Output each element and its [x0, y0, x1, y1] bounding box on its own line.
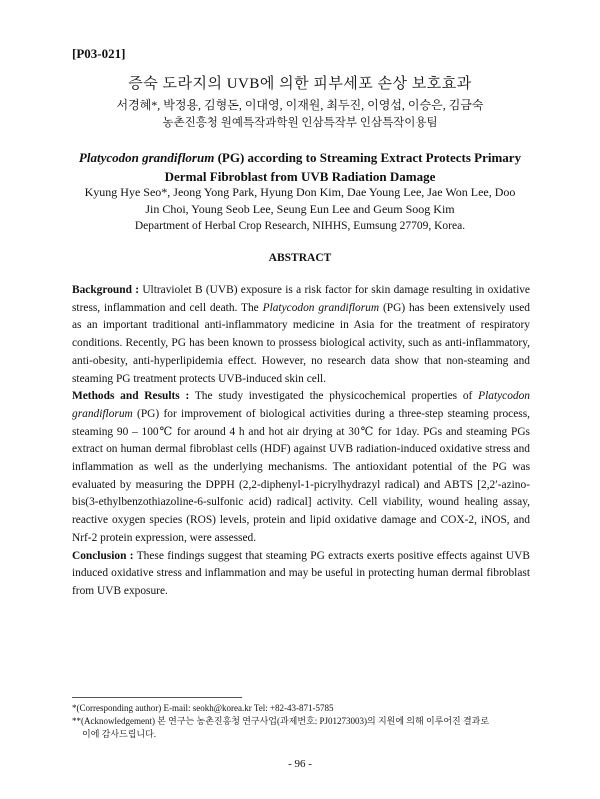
english-authors: [72, 184, 528, 218]
background-paragraph: [72, 282, 530, 388]
page-number: - 96 -: [288, 758, 312, 770]
background-text-1: Ultraviolet B (UVB) exposure is a risk factor for skin damage resulting in oxidative stress, inflammation and cell death. The: [72, 284, 530, 314]
methods-label: Methods and Results :: [72, 390, 190, 403]
title-species-name: Platycodon grandiflorum: [78, 150, 215, 165]
abstract-body: [72, 282, 530, 601]
background-label: Background :: [72, 284, 140, 296]
poster-code: [P03-021]: [72, 46, 126, 61]
footnote-acknowledgement-cont: 이에 감사드립니다.: [82, 729, 157, 739]
english-title: [72, 148, 528, 186]
methods-text-1: The study investigated the physicochemical properties of: [189, 390, 479, 403]
authors-line2: Jin Choi, Young Seob Lee, Seung Eun Lee and Geum Soog Kim: [145, 202, 455, 216]
authors-line1: Kyung Hye Seo*, Jeong Yong Park, Hyung Don Kim, Dae Young Lee, Jae Won Lee, Doo: [84, 185, 516, 199]
footnotes: [72, 702, 532, 741]
title-line2: Dermal Fibroblast from UVB Radiation Damage: [164, 169, 436, 184]
background-species: Platycodon grandiflorum: [262, 301, 380, 314]
korean-authors: 서경혜*, 박정용, 김형돈, 이대영, 이재원, 최두진, 이영섭, 이승은, 김금숙: [116, 98, 484, 112]
english-affiliation: Department of Herbal Crop Research, NIHHS, Eumsung 27709, Korea.: [134, 220, 466, 232]
conclusion-text: These findings suggest that steaming PG extracts exerts positive effects against UVB induced oxidative stress and inflammation and may be useful in protecting human dermal fibroblast from UVB exposure.: [72, 549, 530, 597]
footnote-corresponding: *(Corresponding author) E-mail: seokh@korea.kr Tel: +82-43-871-5785: [72, 703, 334, 713]
korean-affiliation: 농촌진흥청 원예특작과학원 인삼특작부 인삼특작이용팀: [162, 117, 438, 129]
title-line1-rest: (PG) according to Streaming Extract Protects Primary: [214, 150, 522, 165]
methods-paragraph: [72, 388, 530, 547]
conclusion-label: Conclusion :: [72, 549, 134, 562]
methods-species: Platycodon grandiflorum: [72, 390, 531, 420]
korean-title: 증숙 도라지의 UVB에 의한 피부세포 손상 보호효과: [128, 76, 472, 92]
footnote-acknowledgement: **(Acknowledgement) 본 연구는 농촌진흥청 연구사업(과제번호: PJ01273003)의 지원에 의해 이루어진 결과로: [72, 716, 490, 726]
background-text-2: (PG) has been extensively used as an important traditional anti-inflammatory medicine in Asia for the treatment of respiratory conditions. Recently, PG has been known to prossess biological activity, such as anti-inflammatory, anti-obesity, anti-hyperlipidemia effect. However, no research data show that non-steaming and steaming PG treatment protects UVB-induced skin cell.: [72, 301, 531, 385]
methods-text-2: (PG) for improvement of biological activities during a three-step steaming process, steaming 90 – 100℃ for around 4 h and hot air drying at 30℃ for 1day. PGs and steaming PGs extract on human dermal fibroblast cells (HDF) against UVB radiation-induced oxidative stress and inflammation as well as the underlying mechanisms. The antioxidant potential of the PG was evaluated by measuring the DPPH (2,2-diphenyl-1-picrylhydrazyl radical) and ABTS [2,2′-azino-bis(3-ethylbenzothiazoline-6-sulfonic acid) radical] activity. Cell viability, wound healing assay, reactive oxygen species (ROS) levels, protein and lipid oxidative damage and COX-2, iNOS, and Nrf-2 protein expression, were assessed.: [72, 407, 530, 544]
abstract-heading: ABSTRACT: [268, 252, 332, 264]
footnote-divider: [72, 697, 242, 698]
conclusion-paragraph: [72, 548, 530, 601]
